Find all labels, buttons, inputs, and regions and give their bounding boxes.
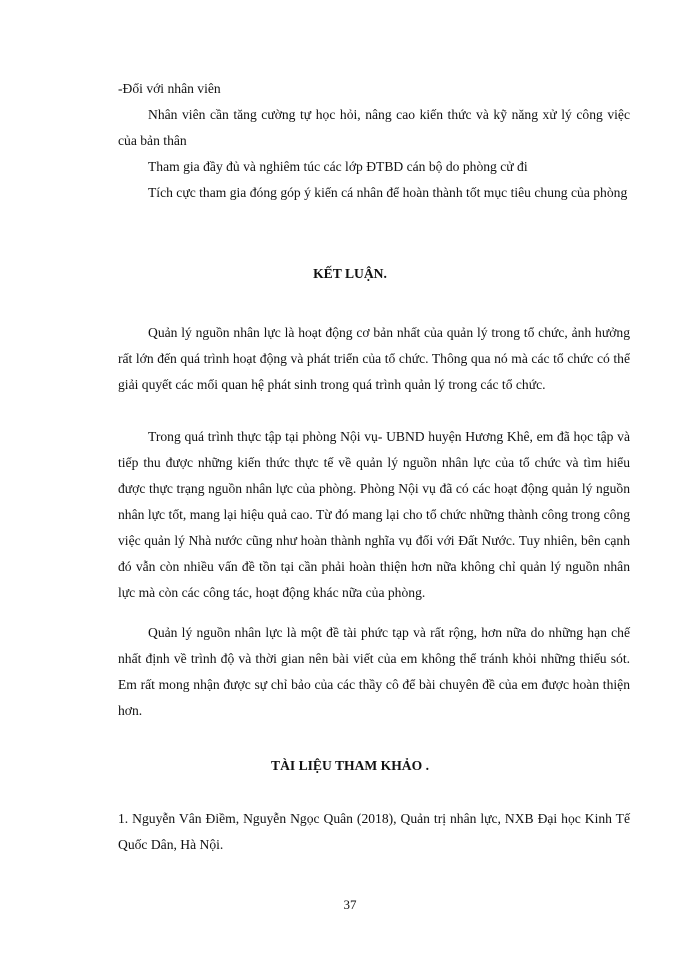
employee-item-3: Tích cực tham gia đóng góp ý kiến cá nhân để hoàn thành tốt mục tiêu chung của phòng <box>148 185 628 200</box>
conclusion-paragraph-2: Trong quá trình thực tập tại phòng Nội vụ- UBND huyện Hương Khê, em đã học tập và tiếp thu được những kiến thức thực tế về quản lý nguồn nhân lực của tổ chức và tìm hiểu được thực trạng nguồn nhân lực của phòng. Phòng Nội vụ đã có các hoạt động quản lý nguồn nhân lực tốt, mang lại hiệu quả cao. Từ đó mang lại cho tổ chức những thành công trong công việc quản lý Nhà nước cũng như hoàn thành nghĩa vụ đối với Đất Nước. Tuy nhiên, bên cạnh đó vẫn còn nhiều vấn đề tồn tại cần phải hoàn thiện hơn nữa không chỉ quản lý nguồn nhân lực mà còn các công tác, hoạt động khác nữa của phòng. <box>118 429 630 600</box>
employee-item-2: Tham gia đầy đủ và nghiêm túc các lớp ĐTBD cán bộ do phòng cử đi <box>148 159 528 174</box>
employee-heading: -Đối với nhân viên <box>118 81 221 96</box>
page-number: 37 <box>343 897 357 912</box>
conclusion-paragraph-3: Quản lý nguồn nhân lực là một đề tài phức tạp và rất rộng, hơn nữa do những hạn chế nhất định về trình độ và thời gian nên bài viết của em không thể tránh khỏi những thiếu sót. Em rất mong nhận được sự chỉ bảo của các thầy cô để bài chuyên đề của em được hoàn thiện hơn. <box>118 625 630 718</box>
employee-item-1: Nhân viên cần tăng cường tự học hỏi, nâng cao kiến thức và kỹ năng xử lý công việc của bản thân <box>118 107 630 148</box>
conclusion-paragraph-1: Quản lý nguồn nhân lực là hoạt động cơ bản nhất của quản lý trong tổ chức, ảnh hưởng rất lớn đến quá trình hoạt động và phát triển của tổ chức. Thông qua nó mà các tổ chức có thể giải quyết các mối quan hệ phát sinh trong quá trình quản lý trong các tổ chức. <box>118 325 630 392</box>
conclusion-title: KẾT LUẬN. <box>313 266 387 281</box>
references-title: TÀI LIỆU THAM KHẢO . <box>271 758 429 773</box>
reference-item-1: 1. Nguyễn Vân Điềm, Nguyễn Ngọc Quân (2018), Quản trị nhân lực, NXB Đại học Kinh Tế Quốc Dân, Hà Nội. <box>118 811 630 852</box>
